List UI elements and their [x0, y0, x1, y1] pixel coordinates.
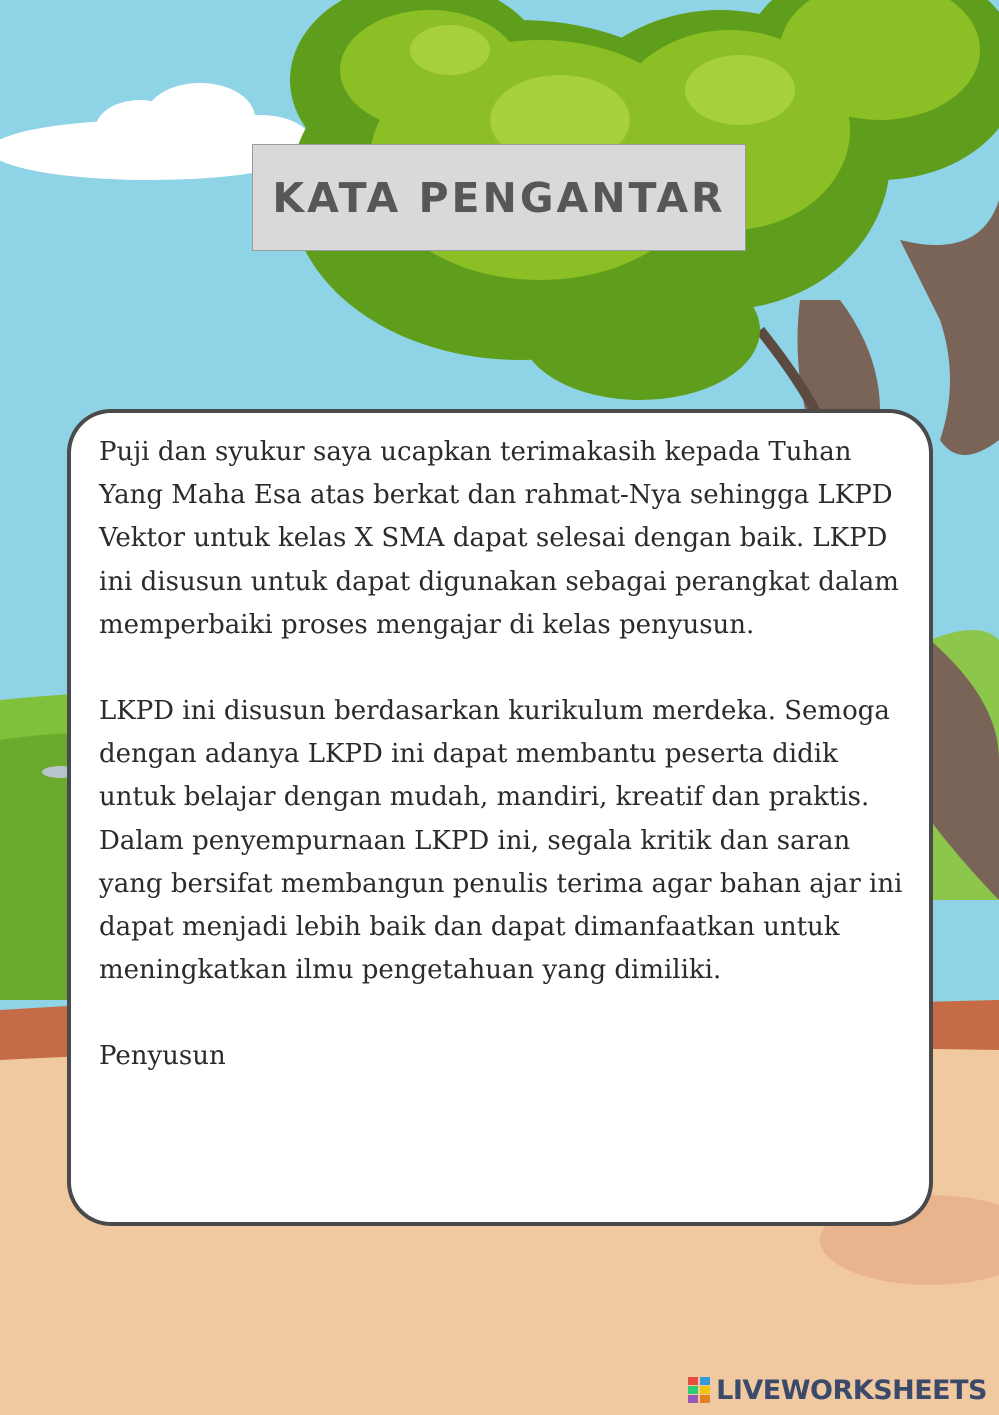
signature: Penyusun — [99, 1041, 226, 1072]
paragraph-2: LKPD ini disusun berdasarkan kurikulum merdeka. Semoga dengan adanya LKPD ini dapat membantu peserta didik untuk belajar dengan mudah, mandiri, kreatif dan praktis. Dalam penyempurnaan LKPD ini, segala kritik dan saran yang bersifat membangun penulis terima agar bahan ajar ini dapat menjadi lebih baik dan dapat dimanfaatkan untuk meningkatkan ilmu pengetahuan yang dimiliki. — [99, 696, 903, 986]
watermark-text: LIVEWORKSHEETS — [716, 1374, 987, 1406]
title-banner — [252, 144, 746, 251]
content-text — [99, 431, 919, 1079]
page-title: KATA PENGANTAR — [272, 173, 726, 222]
liveworksheets-logo — [688, 1375, 987, 1405]
liveworksheets-icon — [688, 1377, 710, 1403]
paragraph-1: Puji dan syukur saya ucapkan terimakasih kepada Tuhan Yang Maha Esa atas berkat dan rahmat-Nya sehingga LKPD Vektor untuk kelas X SMA dapat selesai dengan baik. LKPD ini disusun untuk dapat digunakan sebagai perangkat dalam memperbaiki proses mengajar di kelas penyusun. — [99, 437, 899, 640]
